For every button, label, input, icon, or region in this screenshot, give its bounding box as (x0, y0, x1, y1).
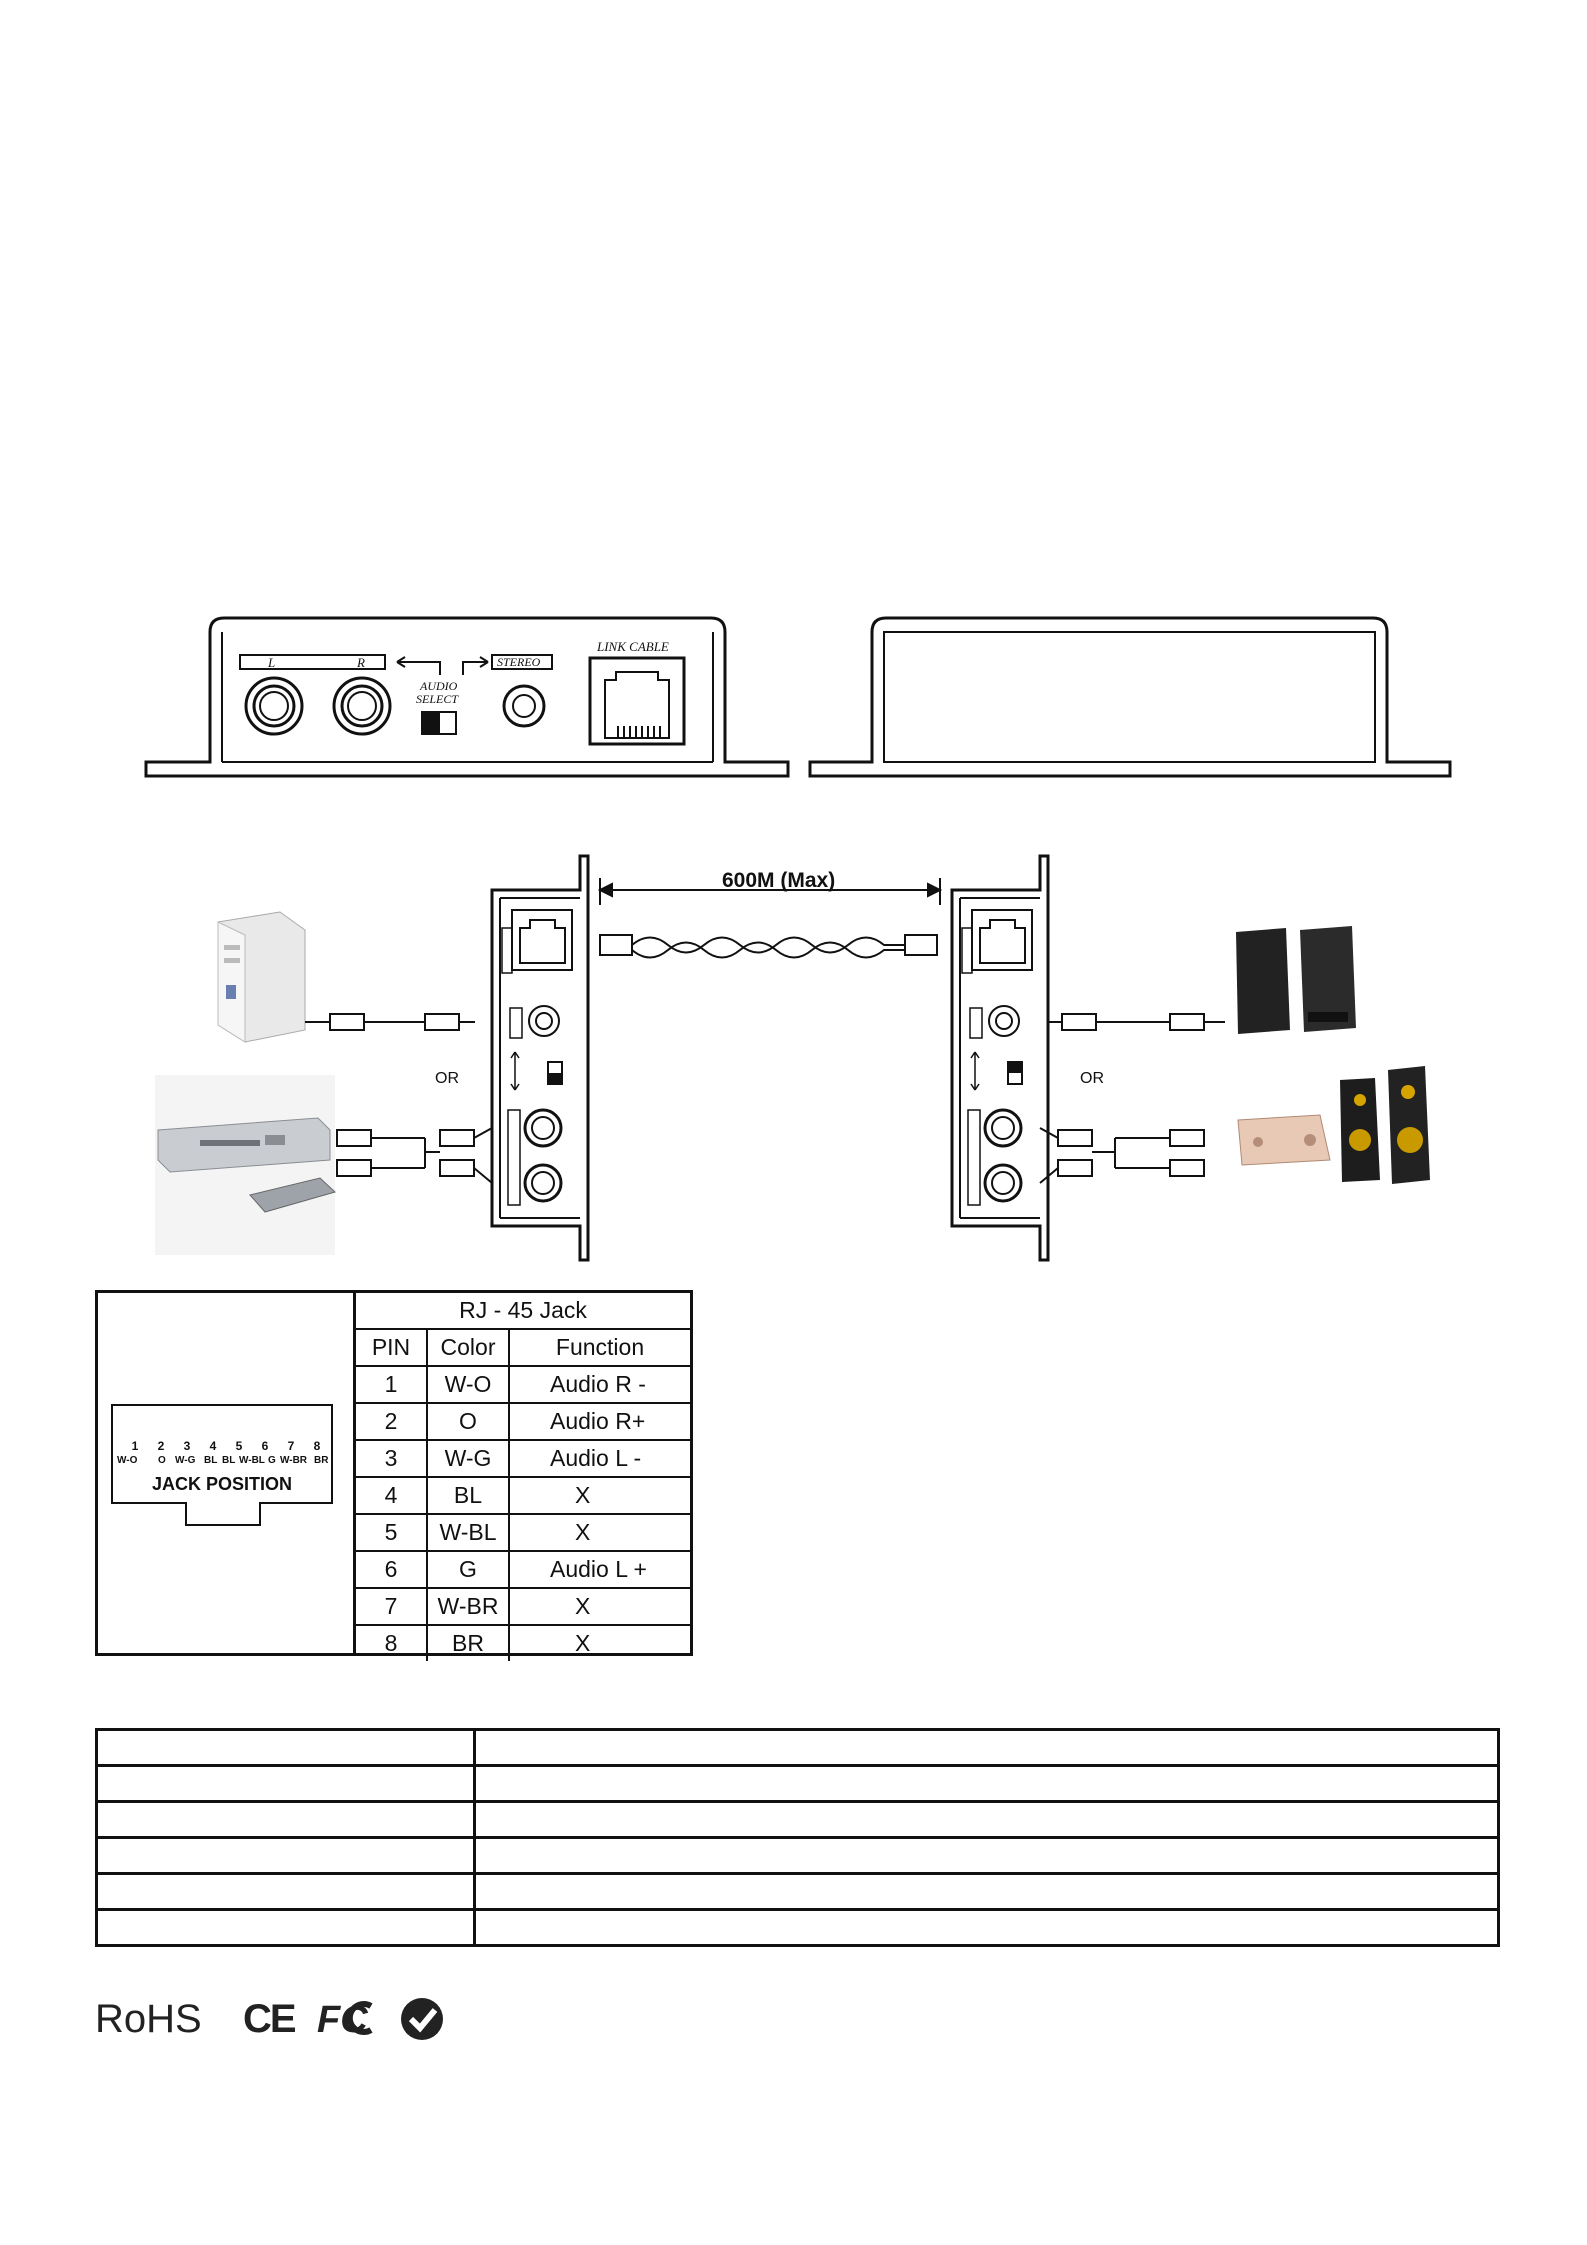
right-channel-label: R (357, 655, 365, 670)
jack-pin-7: 7 (287, 1439, 295, 1453)
pin-function: X (509, 1625, 690, 1661)
connection-diagram (0, 845, 1587, 1265)
pin-number: 4 (356, 1477, 427, 1514)
rca-cables-left (337, 1128, 492, 1183)
pin-number: 7 (356, 1588, 427, 1625)
table-row (356, 1625, 690, 1661)
jack-position-title: JACK POSITION (151, 1474, 293, 1494)
jack-color-8: W-BR (280, 1455, 308, 1466)
jack-pin-colors (117, 1455, 329, 1466)
device-panels-diagram (0, 600, 1587, 790)
pin-number: 2 (356, 1403, 427, 1440)
jack-color-7: G (268, 1455, 276, 1466)
table-row (356, 1440, 690, 1477)
stereo-label: STEREO (497, 655, 541, 669)
jack-position-diagram (98, 1293, 353, 1653)
jack-pin-1: 1 (131, 1439, 139, 1453)
pin-color: W-G (427, 1440, 509, 1477)
table-row (97, 1910, 1499, 1946)
link-cable (600, 935, 937, 958)
jack-pin-6: 6 (261, 1439, 269, 1453)
jack-color-6: W-BL (239, 1455, 265, 1466)
pin-number: 3 (356, 1440, 427, 1477)
front-panel-unit (146, 618, 788, 776)
jack-color-3: W-G (175, 1455, 196, 1466)
left-channel-label: L (268, 655, 276, 670)
jack-color-5: BL (222, 1455, 236, 1466)
pin-function: X (509, 1477, 690, 1514)
table-row (97, 1802, 1499, 1838)
pin-number: 6 (356, 1551, 427, 1588)
spec-value (475, 1730, 1499, 1766)
pin-color: G (427, 1551, 509, 1588)
jack-color-2: O (158, 1455, 166, 1466)
pin-color: W-O (427, 1366, 509, 1403)
table-row (97, 1766, 1499, 1802)
pin-function: Audio R+ (509, 1403, 690, 1440)
jack-color-9: BR (314, 1455, 329, 1466)
back-panel-unit (810, 618, 1450, 776)
rohs-logo: RoHS (95, 1997, 202, 2041)
audio-select-label: AUDIO (420, 679, 458, 693)
dvd-player-image (155, 1075, 335, 1255)
rj45-pin-table (95, 1290, 693, 1656)
table-row (356, 1403, 690, 1440)
table-row (356, 1551, 690, 1588)
jack-position-cell (98, 1293, 356, 1653)
audio-select-label-2: SELECT (416, 692, 459, 706)
pin-function: Audio L + (509, 1551, 690, 1588)
pin-function-grid (356, 1293, 690, 1661)
spec-value (475, 1910, 1499, 1946)
pin-color: BR (427, 1625, 509, 1661)
pin-function: X (509, 1588, 690, 1625)
pin-function: Audio L - (509, 1440, 690, 1477)
pin-number: 5 (356, 1514, 427, 1551)
spec-value (475, 1838, 1499, 1874)
or-label-left: OR (435, 1070, 459, 1087)
stereo-cable-right (1048, 1014, 1225, 1030)
spec-label (97, 1730, 475, 1766)
pin-table-title: RJ - 45 Jack (356, 1293, 690, 1329)
speakers-image (1236, 926, 1356, 1034)
spec-value (475, 1802, 1499, 1838)
pin-number: 1 (356, 1366, 427, 1403)
pin-color: W-BL (427, 1514, 509, 1551)
spec-label (97, 1766, 475, 1802)
spec-label (97, 1910, 475, 1946)
pin-number: 8 (356, 1625, 427, 1661)
stereo-cable-left (305, 1014, 475, 1030)
jack-pin-2: 2 (157, 1439, 165, 1453)
certification-logos (95, 1992, 455, 2042)
pin-color: BL (427, 1477, 509, 1514)
jack-pin-8: 8 (313, 1439, 321, 1453)
table-row (356, 1588, 690, 1625)
header-pin: PIN (356, 1329, 427, 1366)
right-extender (952, 856, 1048, 1260)
spec-value (475, 1874, 1499, 1910)
jack-color-1: W-O (117, 1455, 138, 1466)
table-row (97, 1838, 1499, 1874)
pin-function: X (509, 1514, 690, 1551)
pc-tower-image (218, 912, 305, 1042)
spec-label (97, 1838, 475, 1874)
table-row (97, 1730, 1499, 1766)
ce-logo: CE (243, 1997, 295, 2041)
tower-speakers-image (1340, 1066, 1430, 1184)
spec-value (475, 1766, 1499, 1802)
pin-color: W-BR (427, 1588, 509, 1625)
header-function: Function (509, 1329, 690, 1366)
table-row (97, 1874, 1499, 1910)
header-color: Color (427, 1329, 509, 1366)
ctick-logo (401, 1998, 443, 2040)
pin-table-header-row (356, 1329, 690, 1366)
fcc-logo (317, 1999, 371, 2041)
jack-pin-3: 3 (183, 1439, 191, 1453)
table-row (356, 1366, 690, 1403)
jack-pin-numbers (132, 1439, 321, 1453)
jack-color-4: BL (204, 1455, 218, 1466)
distance-label: 600M (Max) (722, 869, 836, 892)
table-row (356, 1514, 690, 1551)
fcc-logo-text: FC (317, 1999, 368, 2041)
table-row (356, 1477, 690, 1514)
pin-function: Audio R - (509, 1366, 690, 1403)
or-label-right: OR (1080, 1070, 1104, 1087)
pin-table-title-row (356, 1293, 690, 1329)
pin-color: O (427, 1403, 509, 1440)
amplifier-image (1238, 1115, 1330, 1165)
rca-cables-right (1040, 1128, 1204, 1183)
spec-label (97, 1802, 475, 1838)
spec-label (97, 1874, 475, 1910)
jack-pin-4: 4 (209, 1439, 217, 1453)
link-cable-label: LINK CABLE (597, 639, 669, 654)
specification-table (95, 1728, 1500, 1947)
left-extender (492, 856, 588, 1260)
jack-pin-5: 5 (235, 1439, 243, 1453)
